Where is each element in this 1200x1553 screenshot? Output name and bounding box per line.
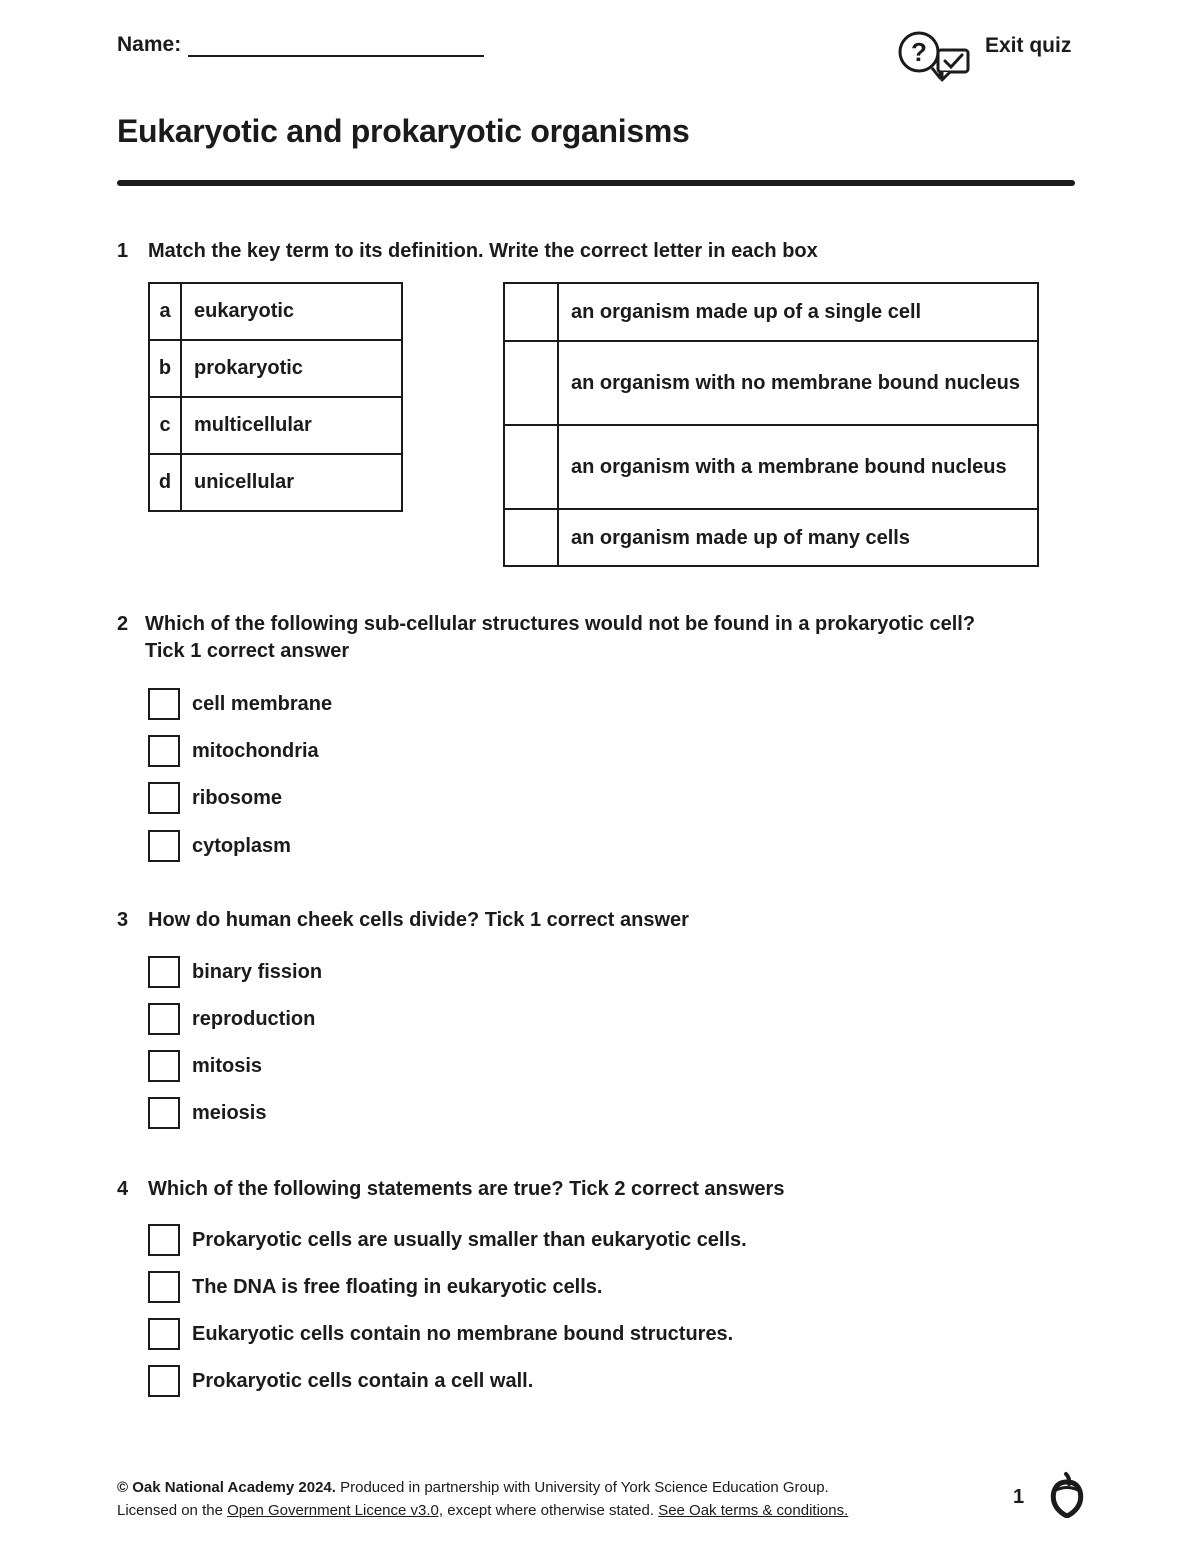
question-1-text: Match the key term to its definition. Write the correct letter in each box (148, 240, 818, 262)
question-2-text-end: be found in a prokaryotic cell? (679, 613, 976, 635)
option-label: ribosome (192, 786, 283, 809)
option-cell-membrane[interactable] (148, 687, 332, 721)
tick-box[interactable] (148, 956, 180, 988)
definitions-table (503, 282, 1039, 567)
tick-box[interactable] (148, 1224, 180, 1256)
option-label: cytoplasm (192, 834, 291, 857)
term-row (149, 454, 402, 511)
question-2-text-start: Which of the following sub-cellular structures would (145, 613, 649, 635)
question-3-text: How do human cheek cells divide? Tick 1 correct answer (148, 909, 689, 931)
key-terms-table (148, 282, 403, 512)
definition-text: an organism made up of a single cell (558, 283, 1038, 341)
option-binary-fission[interactable] (148, 955, 322, 989)
option-statement-1[interactable] (148, 1223, 747, 1257)
question-3-number: 3 (117, 909, 129, 931)
terms-link[interactable]: See Oak terms & conditions. (658, 1502, 849, 1519)
tick-box[interactable] (148, 1003, 180, 1035)
question-1-number: 1 (117, 240, 129, 262)
term-row (149, 340, 402, 397)
term-letter: c (149, 397, 181, 454)
copyright: © Oak National Academy 2024. (117, 1479, 336, 1496)
page-title: Eukaryotic and prokaryotic organisms (117, 113, 690, 149)
term-letter: b (149, 340, 181, 397)
footer-credits (117, 1476, 977, 1522)
tick-box[interactable] (148, 1097, 180, 1129)
definition-row (504, 283, 1038, 341)
acorn-logo-icon (1048, 1470, 1086, 1518)
footer-line-1 (117, 1476, 977, 1499)
option-label: Prokaryotic cells are usually smaller than eukaryotic cells. (192, 1228, 747, 1251)
option-label: meiosis (192, 1101, 267, 1124)
footer-line-2 (117, 1499, 977, 1522)
definition-text: an organism made up of many cells (558, 509, 1038, 566)
term-row (149, 283, 402, 340)
option-label: cell membrane (192, 692, 333, 715)
tick-box[interactable] (148, 1318, 180, 1350)
question-2-text (145, 613, 975, 636)
option-ribosome[interactable] (148, 781, 282, 815)
definition-row (504, 425, 1038, 509)
licence-link[interactable]: Open Government Licence v3.0, (227, 1502, 444, 1519)
term-text: multicellular (181, 397, 402, 454)
definition-text: an organism with no membrane bound nucleus (558, 341, 1038, 425)
option-cytoplasm[interactable] (148, 829, 291, 863)
option-reproduction[interactable] (148, 1002, 315, 1036)
tick-box[interactable] (148, 1271, 180, 1303)
term-text: unicellular (181, 454, 402, 511)
option-label: The DNA is free floating in eukaryotic cells. (192, 1275, 603, 1298)
tick-box[interactable] (148, 735, 180, 767)
question-4-text: Which of the following statements are true? Tick 2 correct answers (148, 1178, 785, 1200)
option-meiosis[interactable] (148, 1096, 266, 1130)
option-label: reproduction (192, 1007, 316, 1030)
term-text: eukaryotic (181, 283, 402, 340)
option-statement-3[interactable] (148, 1317, 733, 1351)
question-2-number: 2 (117, 613, 129, 635)
page-number: 1 (1013, 1486, 1025, 1508)
tick-box[interactable] (148, 1365, 180, 1397)
option-label: Prokaryotic cells contain a cell wall. (192, 1369, 534, 1392)
question-4-number: 4 (117, 1178, 129, 1200)
definition-row (504, 509, 1038, 566)
term-letter: a (149, 283, 181, 340)
svg-text:?: ? (911, 37, 927, 67)
answer-box[interactable] (504, 509, 558, 566)
option-label: Eukaryotic cells contain no membrane bound structures. (192, 1322, 734, 1345)
option-label: mitochondria (192, 739, 319, 762)
name-label: Name: (117, 33, 182, 56)
definition-text: an organism with a membrane bound nucleus (558, 425, 1038, 509)
term-text: prokaryotic (181, 340, 402, 397)
option-label: mitosis (192, 1054, 263, 1077)
definition-row (504, 341, 1038, 425)
tick-box[interactable] (148, 688, 180, 720)
question-2-emphasis: not (648, 613, 680, 635)
licence-prefix: Licensed on the (117, 1502, 228, 1519)
answer-box[interactable] (504, 341, 558, 425)
tick-box[interactable] (148, 830, 180, 862)
option-statement-4[interactable] (148, 1364, 533, 1398)
partnership-text: Produced in partnership with University of York Science Education Group. (335, 1479, 829, 1496)
exit-quiz-label: Exit quiz (985, 34, 1072, 57)
licence-suffix: except where otherwise stated. (443, 1502, 659, 1519)
term-row (149, 397, 402, 454)
tick-box[interactable] (148, 782, 180, 814)
option-label: binary fission (192, 960, 323, 983)
tick-box[interactable] (148, 1050, 180, 1082)
name-input-line[interactable] (188, 55, 484, 57)
option-mitosis[interactable] (148, 1049, 262, 1083)
answer-box[interactable] (504, 425, 558, 509)
term-letter: d (149, 454, 181, 511)
answer-box[interactable] (504, 283, 558, 341)
question-chat-icon (896, 28, 972, 84)
option-mitochondria[interactable] (148, 734, 319, 768)
title-divider (117, 180, 1075, 186)
question-2-instruction: Tick 1 correct answer (145, 640, 350, 662)
option-statement-2[interactable] (148, 1270, 602, 1304)
